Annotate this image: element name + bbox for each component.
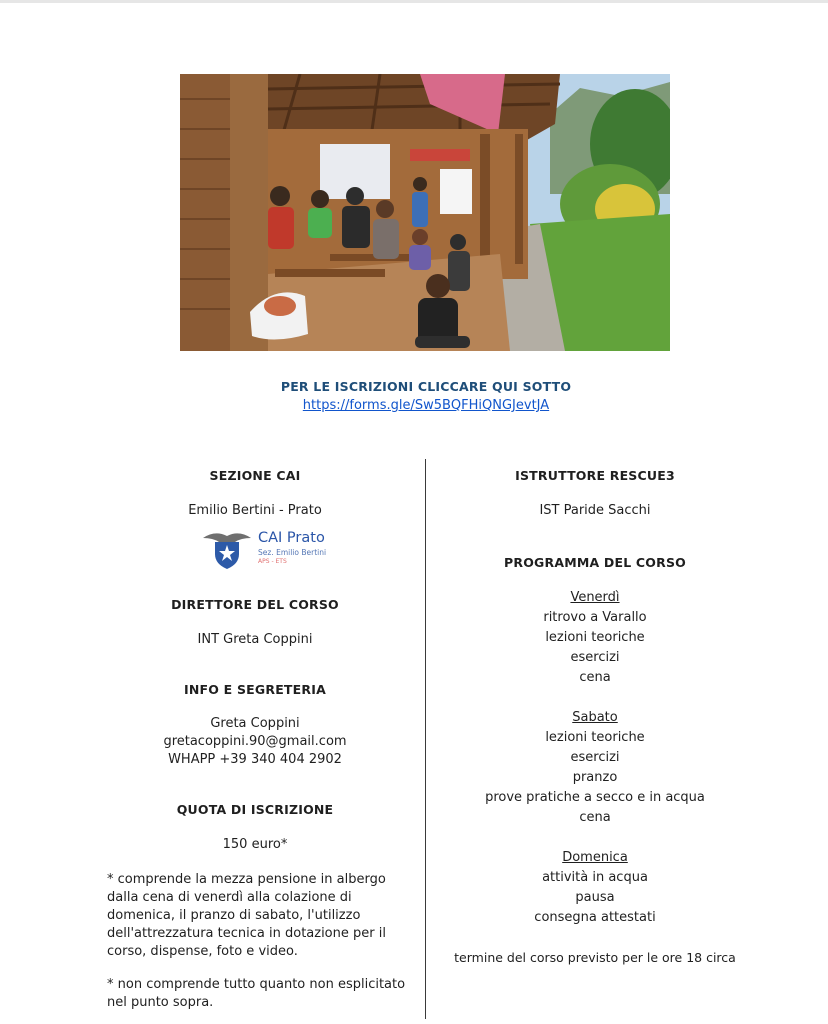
- instructor-name: IST Paride Sacchi: [539, 503, 651, 518]
- program-item: ritrovo a Varallo: [543, 610, 647, 625]
- program-end-note: termine del corso previsto per le ore 18 circa: [454, 950, 736, 965]
- column-divider: [425, 459, 426, 1019]
- registration-title: PER LE ISCRIZIONI CLICCARE QUI SOTTO: [280, 379, 572, 394]
- director-name: INT Greta Coppini: [197, 632, 313, 647]
- logo-tag: APS - ETS: [258, 558, 287, 565]
- program-day-friday: [440, 588, 750, 688]
- program-item: pausa: [575, 890, 615, 905]
- fee-value: 150 euro*: [222, 837, 288, 852]
- section-name: Emilio Bertini - Prato: [188, 503, 322, 518]
- day-label: Venerdì: [570, 590, 620, 605]
- program-item: lezioni teoriche: [545, 630, 645, 645]
- fee-note-excludes: * non comprende tutto quanto non esplicitato nel punto sopra.: [107, 977, 406, 1010]
- program-item: cena: [579, 810, 611, 825]
- director-heading: DIRETTORE DEL CORSO: [171, 597, 339, 612]
- cai-prato-logo: [201, 528, 331, 570]
- logo-brand: CAI Prato: [258, 530, 325, 546]
- course-photo: [180, 74, 670, 351]
- program-item: consegna attestati: [534, 910, 656, 925]
- info-heading: INFO E SEGRETERIA: [184, 682, 326, 697]
- program-item: esercizi: [570, 750, 620, 765]
- logo-subtitle: Sez. Emilio Bertini: [258, 548, 327, 557]
- program-item: esercizi: [570, 650, 620, 665]
- top-border: [0, 0, 828, 3]
- day-label: Domenica: [562, 850, 628, 865]
- fee-note-includes: * comprende la mezza pensione in albergo dalla cena di venerdì alla colazione di domenica, il pranzo di sabato, l'utilizzo dell'attrezzatura tecnica in dotazione per il corso, dispense, foto e video.: [107, 872, 386, 959]
- info-name: Greta Coppini: [210, 716, 300, 731]
- program-heading: PROGRAMMA DEL CORSO: [504, 555, 686, 570]
- program-item: cena: [579, 670, 611, 685]
- fee-heading: QUOTA DI ISCRIZIONE: [176, 802, 334, 817]
- program-item: lezioni teoriche: [545, 730, 645, 745]
- info-phone: WHAPP +39 340 404 2902: [168, 752, 342, 767]
- section-heading: SEZIONE CAI: [209, 468, 301, 483]
- cai-eagle-icon: [201, 528, 253, 570]
- day-label: Sabato: [572, 710, 618, 725]
- info-email[interactable]: gretacoppini.90@gmail.com: [163, 734, 347, 749]
- program-item: attività in acqua: [542, 870, 648, 885]
- program-item: pranzo: [572, 770, 618, 785]
- program-day-sunday: [440, 848, 750, 928]
- info-contacts: [100, 715, 410, 769]
- registration-link[interactable]: https://forms.gle/Sw5BQFHiQNGJevtJA: [302, 398, 550, 413]
- program-item: prove pratiche a secco e in acqua: [485, 790, 705, 805]
- instructor-heading: ISTRUTTORE RESCUE3: [515, 468, 675, 483]
- program-day-saturday: [440, 708, 750, 828]
